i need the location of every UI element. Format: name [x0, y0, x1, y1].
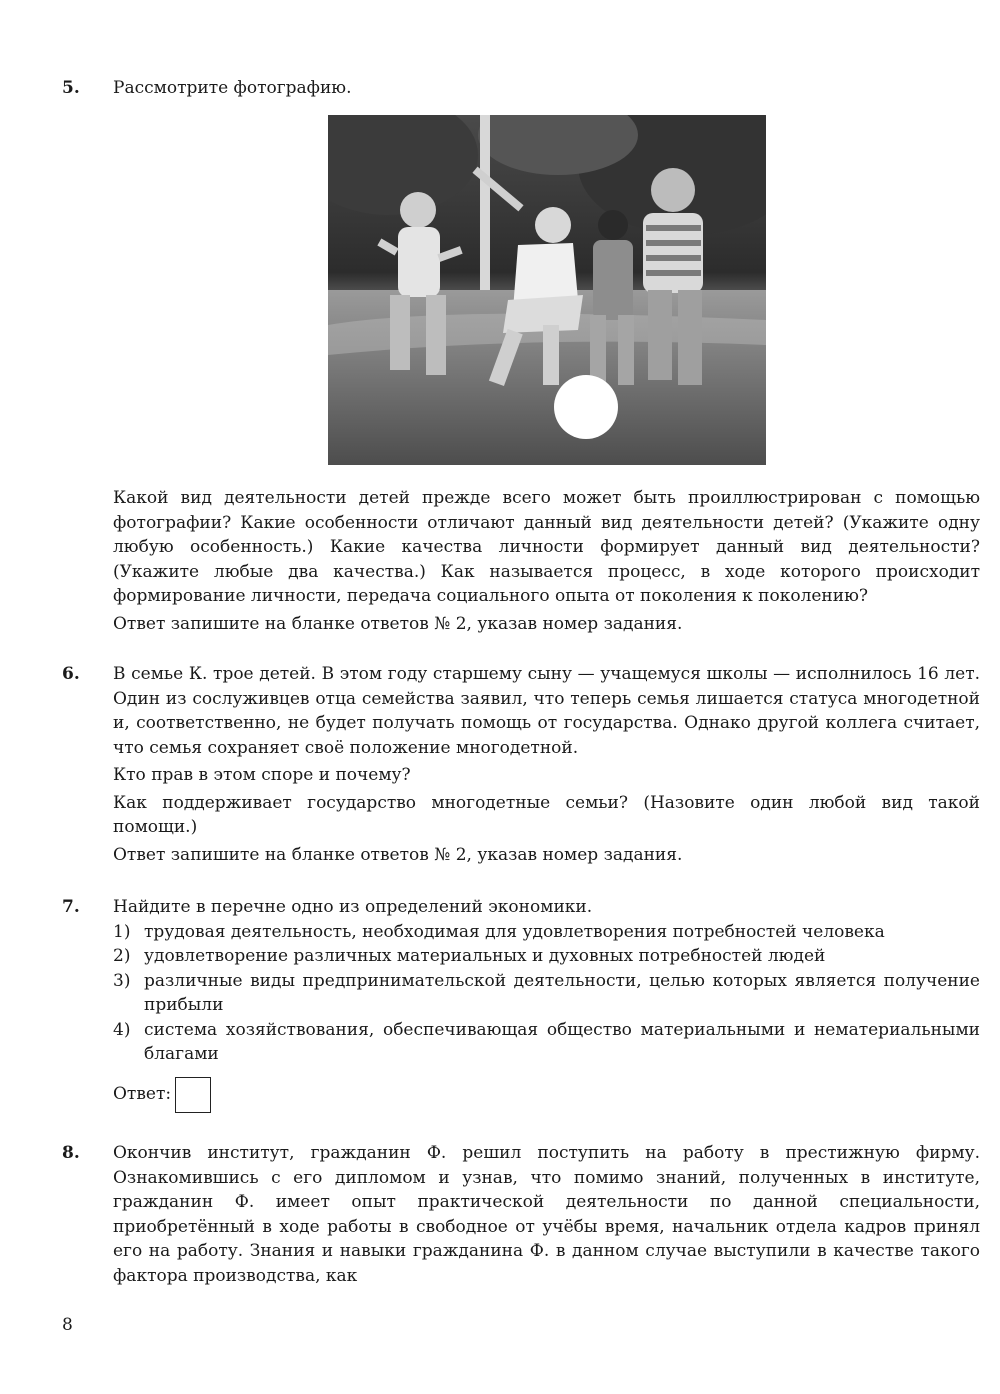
option-1 [113, 920, 980, 945]
option-4 [113, 1018, 980, 1067]
question-5-instruction: Ответ запишите на бланке ответов № 2, указав номер задания. [113, 613, 683, 634]
option-2-number: 2) [113, 946, 131, 966]
answer-label: Ответ: [113, 1084, 172, 1105]
question-7-number: 7. [62, 897, 80, 917]
question-8-number: 8. [62, 1143, 80, 1163]
question-6-number: 6. [62, 664, 80, 684]
question-6-instruction: Ответ запишите на бланке ответов № 2, указав номер задания. [113, 844, 683, 865]
option-2 [113, 944, 980, 969]
option-3 [113, 969, 980, 1018]
option-2-text: удовлетворение различных материальных и духовных потребностей людей [144, 946, 826, 966]
answer-row [113, 1077, 980, 1113]
question-5-number: 5. [62, 78, 80, 98]
question-6-question-2: Как поддерживает государство многодетные семьи? (Назовите один любой вид такой помощи.) [113, 792, 980, 837]
option-1-text: трудовая деятельность, необходимая для удовлетворения потребностей человека [144, 921, 885, 942]
question-8-text: Окончив институт, гражданин Ф. решил поступить на работу в престижную фирму. Ознакомившись с его дипломом и узнав, что помимо знаний, полученных в институте, гражданин Ф. имеет опыт практической деятельности по данной специальности, приобретённый в ходе работы в свободное от учёбы время, начальник отдела кадров принял его на работу. Знания и навыки гражданина Ф. в данном случае выступили в качестве такого фактора производства, как [113, 1143, 980, 1286]
children-playing-ball-photo [328, 115, 766, 465]
question-7-prompt: Найдите в перечне одно из определений экономики. [113, 897, 593, 917]
option-3-text: различные виды предпринимательской деятельности, целью которых является получение прибыли [144, 970, 980, 1015]
question-6-question-1: Кто прав в этом споре и почему? [113, 765, 411, 785]
page-number: 8 [62, 1315, 73, 1335]
option-4-number: 4) [113, 1019, 131, 1040]
option-4-text: система хозяйствования, обеспечивающая общество материальными и нематериальными благами [144, 1019, 980, 1064]
question-6-text: В семье К. трое детей. В этом году старшему сыну — учащемуся школы — исполнилось 16 лет. Один из сослуживцев отца семейства заявил, что теперь семья лишается статуса многодетной и, соответственно, не будет получать помощь от государства. Однако другой коллега считает, что семья сохраняет своё положение многодетной. [113, 664, 980, 758]
question-5-prompt: Рассмотрите фотографию. [113, 78, 352, 98]
option-1-number: 1) [113, 921, 131, 942]
option-3-number: 3) [113, 970, 131, 991]
question-5-text: Какой вид деятельности детей прежде всего может быть проиллюстрирован с помощью фотографии? Какие особенности отличают данный вид деятельности детей? (Укажите одну любую особенность.) Какие качества личности формирует данный вид деятельности? (Укажите любые два качества.) Как называется процесс, в ходе которого происходит формирование личности, передача социального опыта от поколения к поколению? [113, 488, 980, 606]
answer-box[interactable] [175, 1077, 211, 1113]
